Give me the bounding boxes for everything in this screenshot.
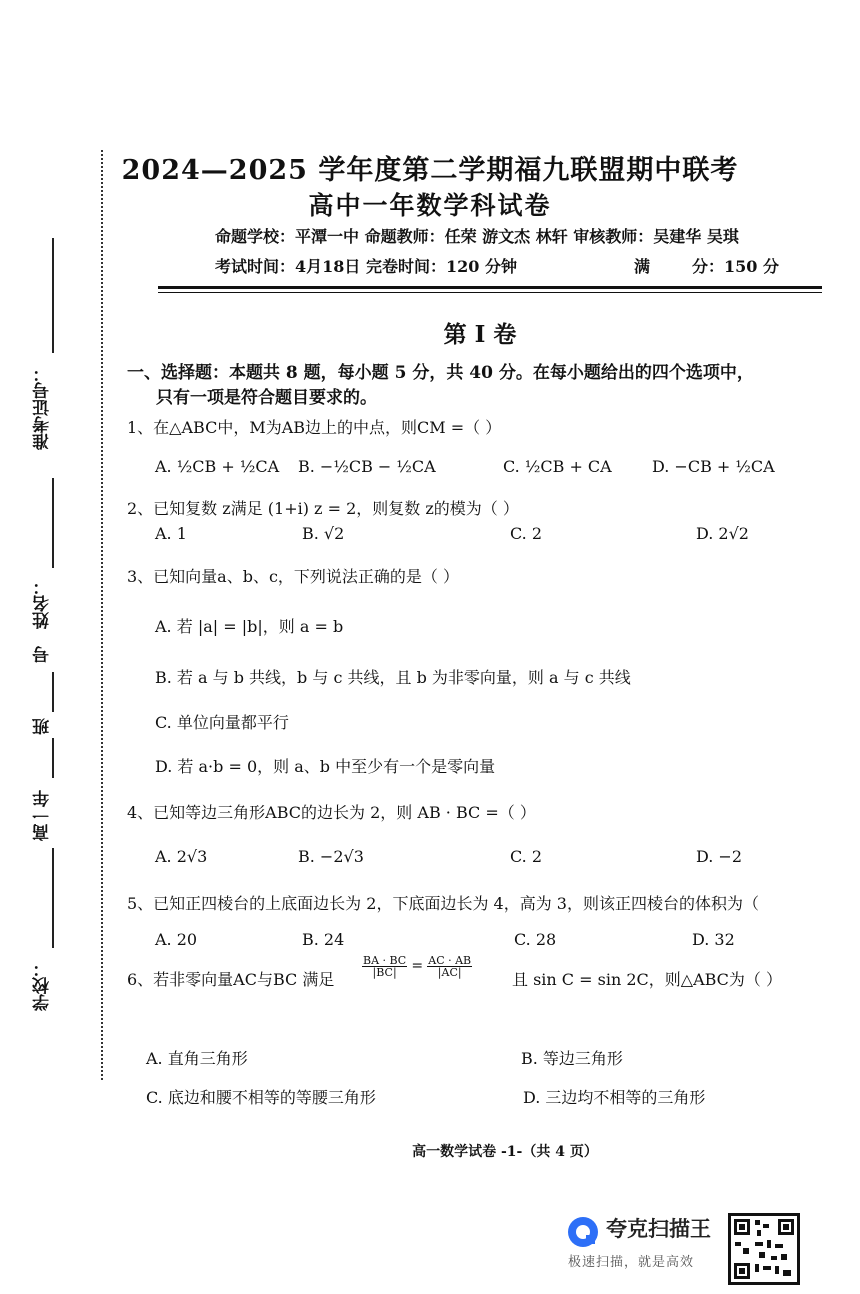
q1-option-d: D. −CB + ½CA [652,457,775,476]
q6-option-d: D. 三边均不相等的三角形 [523,1088,706,1107]
q6-fraction-right-numerator: AC · AB [428,954,472,967]
q6-equation [362,955,472,978]
q4-option-d: D. −2 [696,847,743,866]
q6-fraction-left-numerator: BA · BC [363,954,407,967]
q4-option-a: A. 2√3 [155,847,208,866]
name-underline [52,478,54,568]
q1-stem: 1、在△ABC中，M为AB边上的中点，则CM =（ ） [127,418,502,437]
part1-intro-line1: 一、选择题：本题共 8 题，每小题 5 分，共 40 分。在每小题给出的四个选项中， [127,363,754,383]
binding-dotted-line [101,150,103,1080]
scanner-slogan: 极速扫描，就是高效 [568,1255,695,1270]
q2-stem: 2、已知复数 z满足 (1+i) z = 2，则复数 z的模为（ ） [127,499,519,518]
q3-option-a: A. 若 |a| = |b|，则 a = b [155,617,344,636]
exam-subtitle: 高中一年数学科试卷 [308,191,552,220]
school-underline [52,848,54,948]
class-label: 班 [33,718,53,735]
class-underline [52,738,54,778]
full-score-value: 分：150 分 [692,257,779,276]
q2-option-c: C. 2 [510,524,543,543]
q5-option-c: C. 28 [514,930,557,949]
exam-title: 2024—2025 学年度第二学期福九联盟期中联考 [121,155,739,186]
q4-stem: 4、已知等边三角形ABC的边长为 2，则 AB · BC =（ ） [127,803,536,822]
authors-line: 命题学校：平潭一中 命题教师：任荣 游文杰 林轩 审核教师：吴建华 吴琪 [215,227,739,246]
scanner-brand: 夸克扫描王 [606,1217,711,1241]
header-rule-thin [158,292,822,293]
header-rule-thick [158,286,822,289]
q5-option-b: B. 24 [302,930,345,949]
q4-option-c: C. 2 [510,847,543,866]
scanner-logo-icon [566,1215,600,1249]
section-title: 第 I 卷 [443,321,517,348]
q4-option-b: B. −2√3 [298,847,364,866]
q3-option-b: B. 若 a 与 b 共线，b 与 c 共线，且 b 为非零向量，则 a 与 c 共线 [155,668,631,687]
q1-option-a: A. ½CB + ½CA [155,457,280,476]
q2-option-d: D. 2√2 [696,524,749,543]
q5-stem: 5、已知正四棱台的上底面边长为 2，下底面边长为 4，高为 3，则该正四棱台的体积为（ [127,894,759,913]
exam-time: 考试时间：4月18日 完卷时间：120 分钟 [215,257,517,276]
part1-intro-line2: 只有一项是符合题目要求的。 [156,388,377,408]
q6-fraction-right [427,955,472,978]
q3-stem: 3、已知向量a、b、c，下列说法正确的是（ ） [127,567,460,586]
qr-code-icon [728,1213,800,1285]
q6-fraction-right-denominator: |AC| [437,966,462,979]
q6-fraction-left-denominator: |BC| [372,966,397,979]
number-label: 号 [33,646,53,663]
full-score-label: 满 [634,257,651,276]
q3-option-d: D. 若 a·b = 0，则 a、b 中至少有一个是零向量 [155,757,496,776]
name-label: 姓名： [33,578,53,629]
q6-equals-sign: = [411,958,424,974]
q6-option-a: A. 直角三角形 [146,1049,248,1068]
q5-option-a: A. 20 [155,930,198,949]
ticket-number-label: 准考证号： [33,365,53,450]
q6-option-b: B. 等边三角形 [521,1049,623,1068]
q1-option-c: C. ½CB + CA [503,457,612,476]
q3-option-c: C. 单位向量都平行 [155,713,289,732]
q1-option-b: B. −½CB − ½CA [298,457,436,476]
q6-stem-end: 且 sin C = sin 2C，则△ABC为（ ） [512,970,783,989]
q2-option-a: A. 1 [155,524,187,543]
page-footer: 高一数学试卷 -1-（共 4 页） [412,1144,598,1160]
q6-stem-start: 6、若非零向量AC与BC 满足 [127,970,335,989]
q5-option-d: D. 32 [692,930,735,949]
number-underline [52,672,54,712]
q2-option-b: B. √2 [302,524,345,543]
q6-option-c: C. 底边和腰不相等的等腰三角形 [146,1088,376,1107]
school-label: 学校： [33,960,53,1011]
grade-label: 高一年 [33,790,53,841]
q6-fraction-left [362,955,407,978]
